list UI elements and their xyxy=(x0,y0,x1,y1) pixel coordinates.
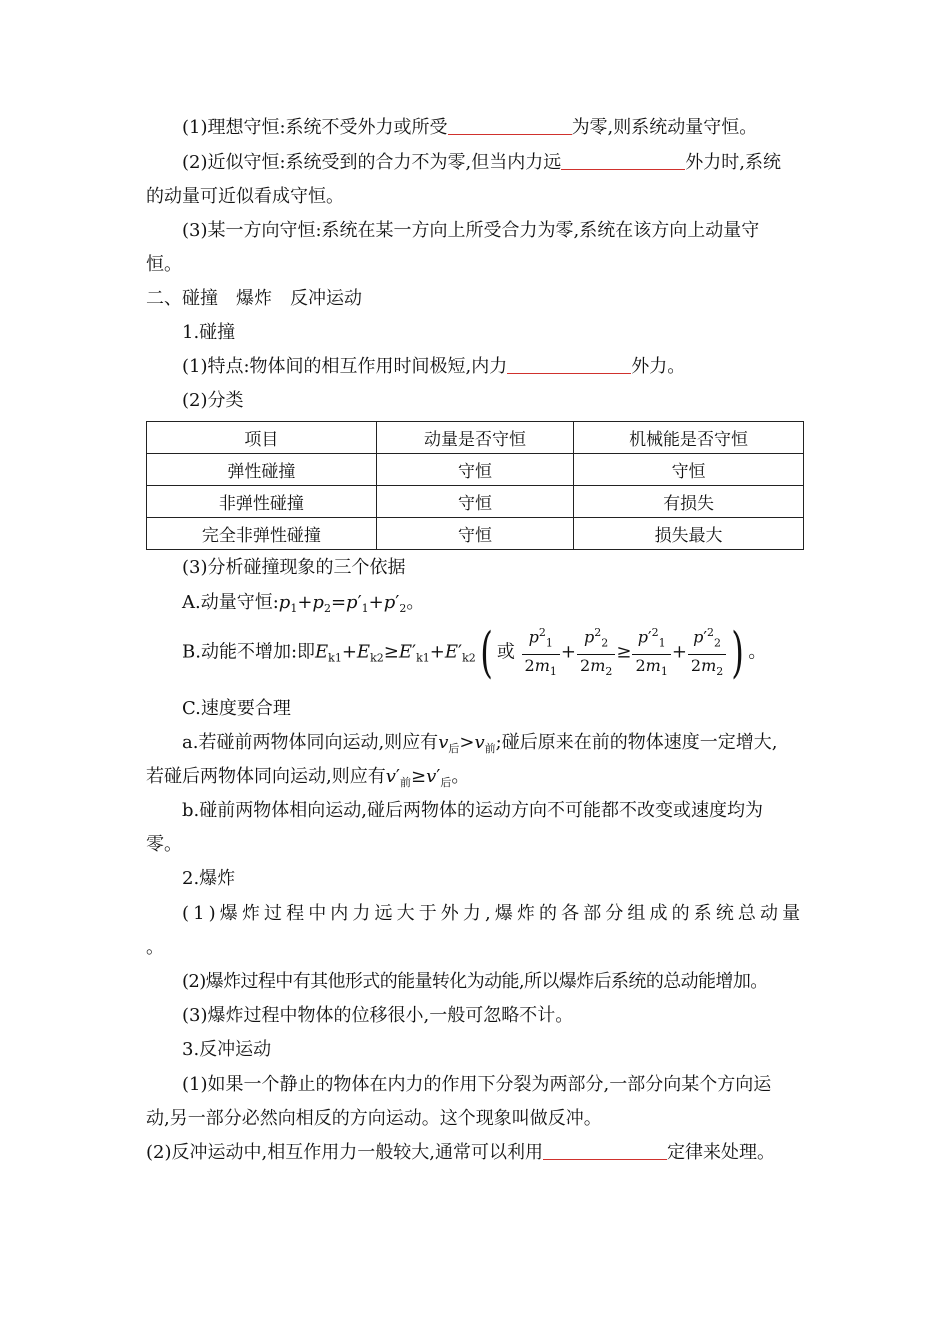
basis-kinetic-energy: B.动能不增加:即$E_{k1}+E_{k2}\ge E'_{k1}+E'_{k2}$( 或 $\frac{p^2_1}{2m_1}$ + $\frac{p^2_2}{2m_2}$ ≥ $\frac{p'^2_1}{2m_1}$ + $\frac{p'^2_2}{2m_2}$ ) 。 xyxy=(182,620,767,684)
table-row xyxy=(147,518,804,550)
fill-blank[interactable] xyxy=(448,116,572,135)
velocity-rule-b: b.碰前两物体相向运动,碰后两物体的运动方向不可能都不改变或速度均为 xyxy=(182,800,763,821)
table-cell: 非弹性碰撞 xyxy=(147,486,377,518)
table-cell: 完全非弹性碰撞 xyxy=(147,518,377,550)
collision-classify: (2)分类 xyxy=(182,390,244,411)
table-header: 动量是否守恒 xyxy=(376,422,573,454)
table-header: 项目 xyxy=(147,422,377,454)
table-cell: 守恒 xyxy=(376,518,573,550)
recoil-point-2: (2)反冲运动中,相互作用力一般较大,通常可以利用 定律来处理。 xyxy=(146,1142,775,1163)
section-heading: 二、碰撞 爆炸 反冲运动 xyxy=(146,288,362,309)
recoil-point-1-cont: 动,另一部分必然向相反的方向运动。这个现象叫做反冲。 xyxy=(146,1108,602,1129)
paragraph-ideal-conservation: (1)理想守恒:系统不受外力或所受 为零,则系统动量守恒。 xyxy=(182,117,758,138)
table-cell: 守恒 xyxy=(376,486,573,518)
table-row xyxy=(147,486,804,518)
collision-basis: (3)分析碰撞现象的三个依据 xyxy=(182,557,406,578)
explosion-point-2: (2)爆炸过程中有其他形式的能量转化为动能,所以爆炸后系统的总动能增加。 xyxy=(182,971,768,992)
table-cell: 守恒 xyxy=(574,454,804,486)
table-cell: 损失最大 xyxy=(574,518,804,550)
paragraph-direction-conservation-cont: 恒。 xyxy=(146,254,182,275)
paragraph-approx-conservation: (2)近似守恒:系统受到的合力不为零,但当内力远 外力时,系统 xyxy=(182,152,782,173)
table-cell: 有损失 xyxy=(574,486,804,518)
paragraph-approx-conservation-cont: 的动量可近似看成守恒。 xyxy=(146,186,344,207)
velocity-rule-a: a.若碰前两物体同向运动,则应有$v_后>v_前$;碰后原来在前的物体速度一定增大, xyxy=(182,732,778,755)
explosion-point-1: (1)爆炸过程中内力远大于外力,爆炸的各部分组成的系统总动量 xyxy=(182,903,805,924)
recoil-heading: 3.反冲运动 xyxy=(182,1039,272,1060)
velocity-rule-a-cont: 若碰后两物体同向运动,则应有$v'_前\ge v'_后$。 xyxy=(146,766,470,789)
collision-heading: 1.碰撞 xyxy=(182,322,236,343)
collision-feature: (1)特点:物体间的相互作用时间极短,内力 外力。 xyxy=(182,356,686,377)
fill-blank[interactable] xyxy=(507,355,631,374)
explosion-point-3: (3)爆炸过程中物体的位移很小,一般可忽略不计。 xyxy=(182,1005,574,1026)
collision-table xyxy=(146,421,804,550)
paragraph-direction-conservation: (3)某一方向守恒:系统在某一方向上所受合力为零,系统在该方向上动量守 xyxy=(182,220,760,241)
explosion-point-1-cont: 。 xyxy=(146,937,164,958)
table-header-row xyxy=(147,422,804,454)
table-header: 机械能是否守恒 xyxy=(574,422,804,454)
fill-blank[interactable] xyxy=(543,1141,667,1160)
velocity-rule-b-cont: 零。 xyxy=(146,834,182,855)
basis-momentum: A.动量守恒$:p_1+p_2=p'_1+p'_2$。 xyxy=(182,592,425,615)
table-cell: 弹性碰撞 xyxy=(147,454,377,486)
recoil-point-1: (1)如果一个静止的物体在内力的作用下分裂为两部分,一部分向某个方向运 xyxy=(182,1074,772,1095)
table-row xyxy=(147,454,804,486)
basis-velocity: C.速度要合理 xyxy=(182,698,291,719)
table-cell: 守恒 xyxy=(376,454,573,486)
fill-blank[interactable] xyxy=(561,151,685,170)
explosion-heading: 2.爆炸 xyxy=(182,868,236,889)
